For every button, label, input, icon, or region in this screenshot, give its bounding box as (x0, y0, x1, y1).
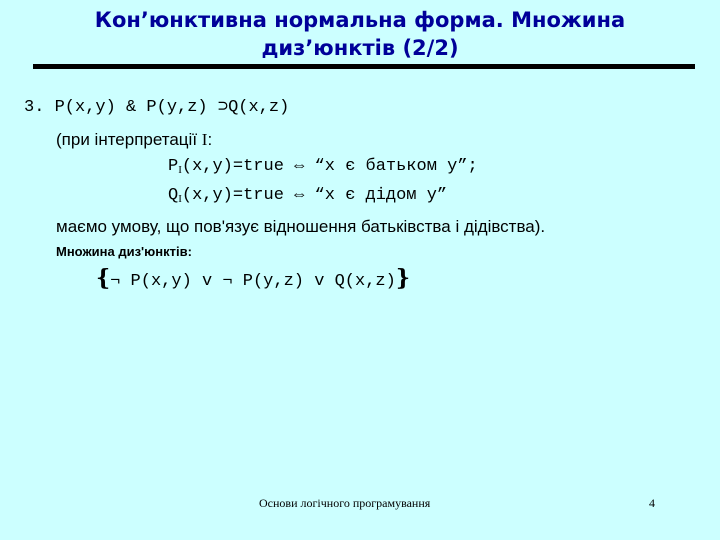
brace-close: } (395, 265, 410, 291)
p-subscript: I (178, 164, 182, 176)
interpretation-line (56, 130, 212, 150)
q-subscript: I (178, 193, 182, 205)
slide-title (0, 6, 720, 62)
clause-set-label: Множина диз'юнктів: (56, 244, 192, 259)
brace-open: { (96, 265, 111, 291)
clause-set-line (96, 265, 410, 291)
clause-set: ¬ P(x,y) v ¬ P(y,z) v Q(x,z) (110, 272, 396, 291)
p-name: P (168, 157, 179, 176)
title-line-2: диз’юнктів (2/2) (261, 36, 459, 60)
q-definition-line (168, 186, 447, 205)
conclusion-line: маємо умову, що пов'язує відношення батьківства і дідівства). (56, 217, 546, 236)
footer-text: Основи логічного програмування (259, 496, 431, 510)
interpretation-colon: : (207, 130, 213, 149)
interpretation-symbol: I (201, 130, 208, 149)
title-line-1: Кон’юнктивна нормальна форма. Множина (94, 8, 626, 32)
q-definition-rest: (x,y)=true ⇔ “x є дідом y” (181, 186, 448, 205)
title-divider (33, 64, 695, 69)
interpretation-open-text: (при інтерпретації (56, 130, 202, 149)
p-definition-rest: (x,y)=true ⇔ “x є батьком y”; (181, 157, 478, 176)
page-number: 4 (649, 496, 655, 510)
q-name: Q (168, 186, 179, 205)
p-definition-line (168, 157, 478, 176)
formula-line: 3. P(x,y) & P(y,z) ⊃Q(x,z) (24, 98, 290, 117)
